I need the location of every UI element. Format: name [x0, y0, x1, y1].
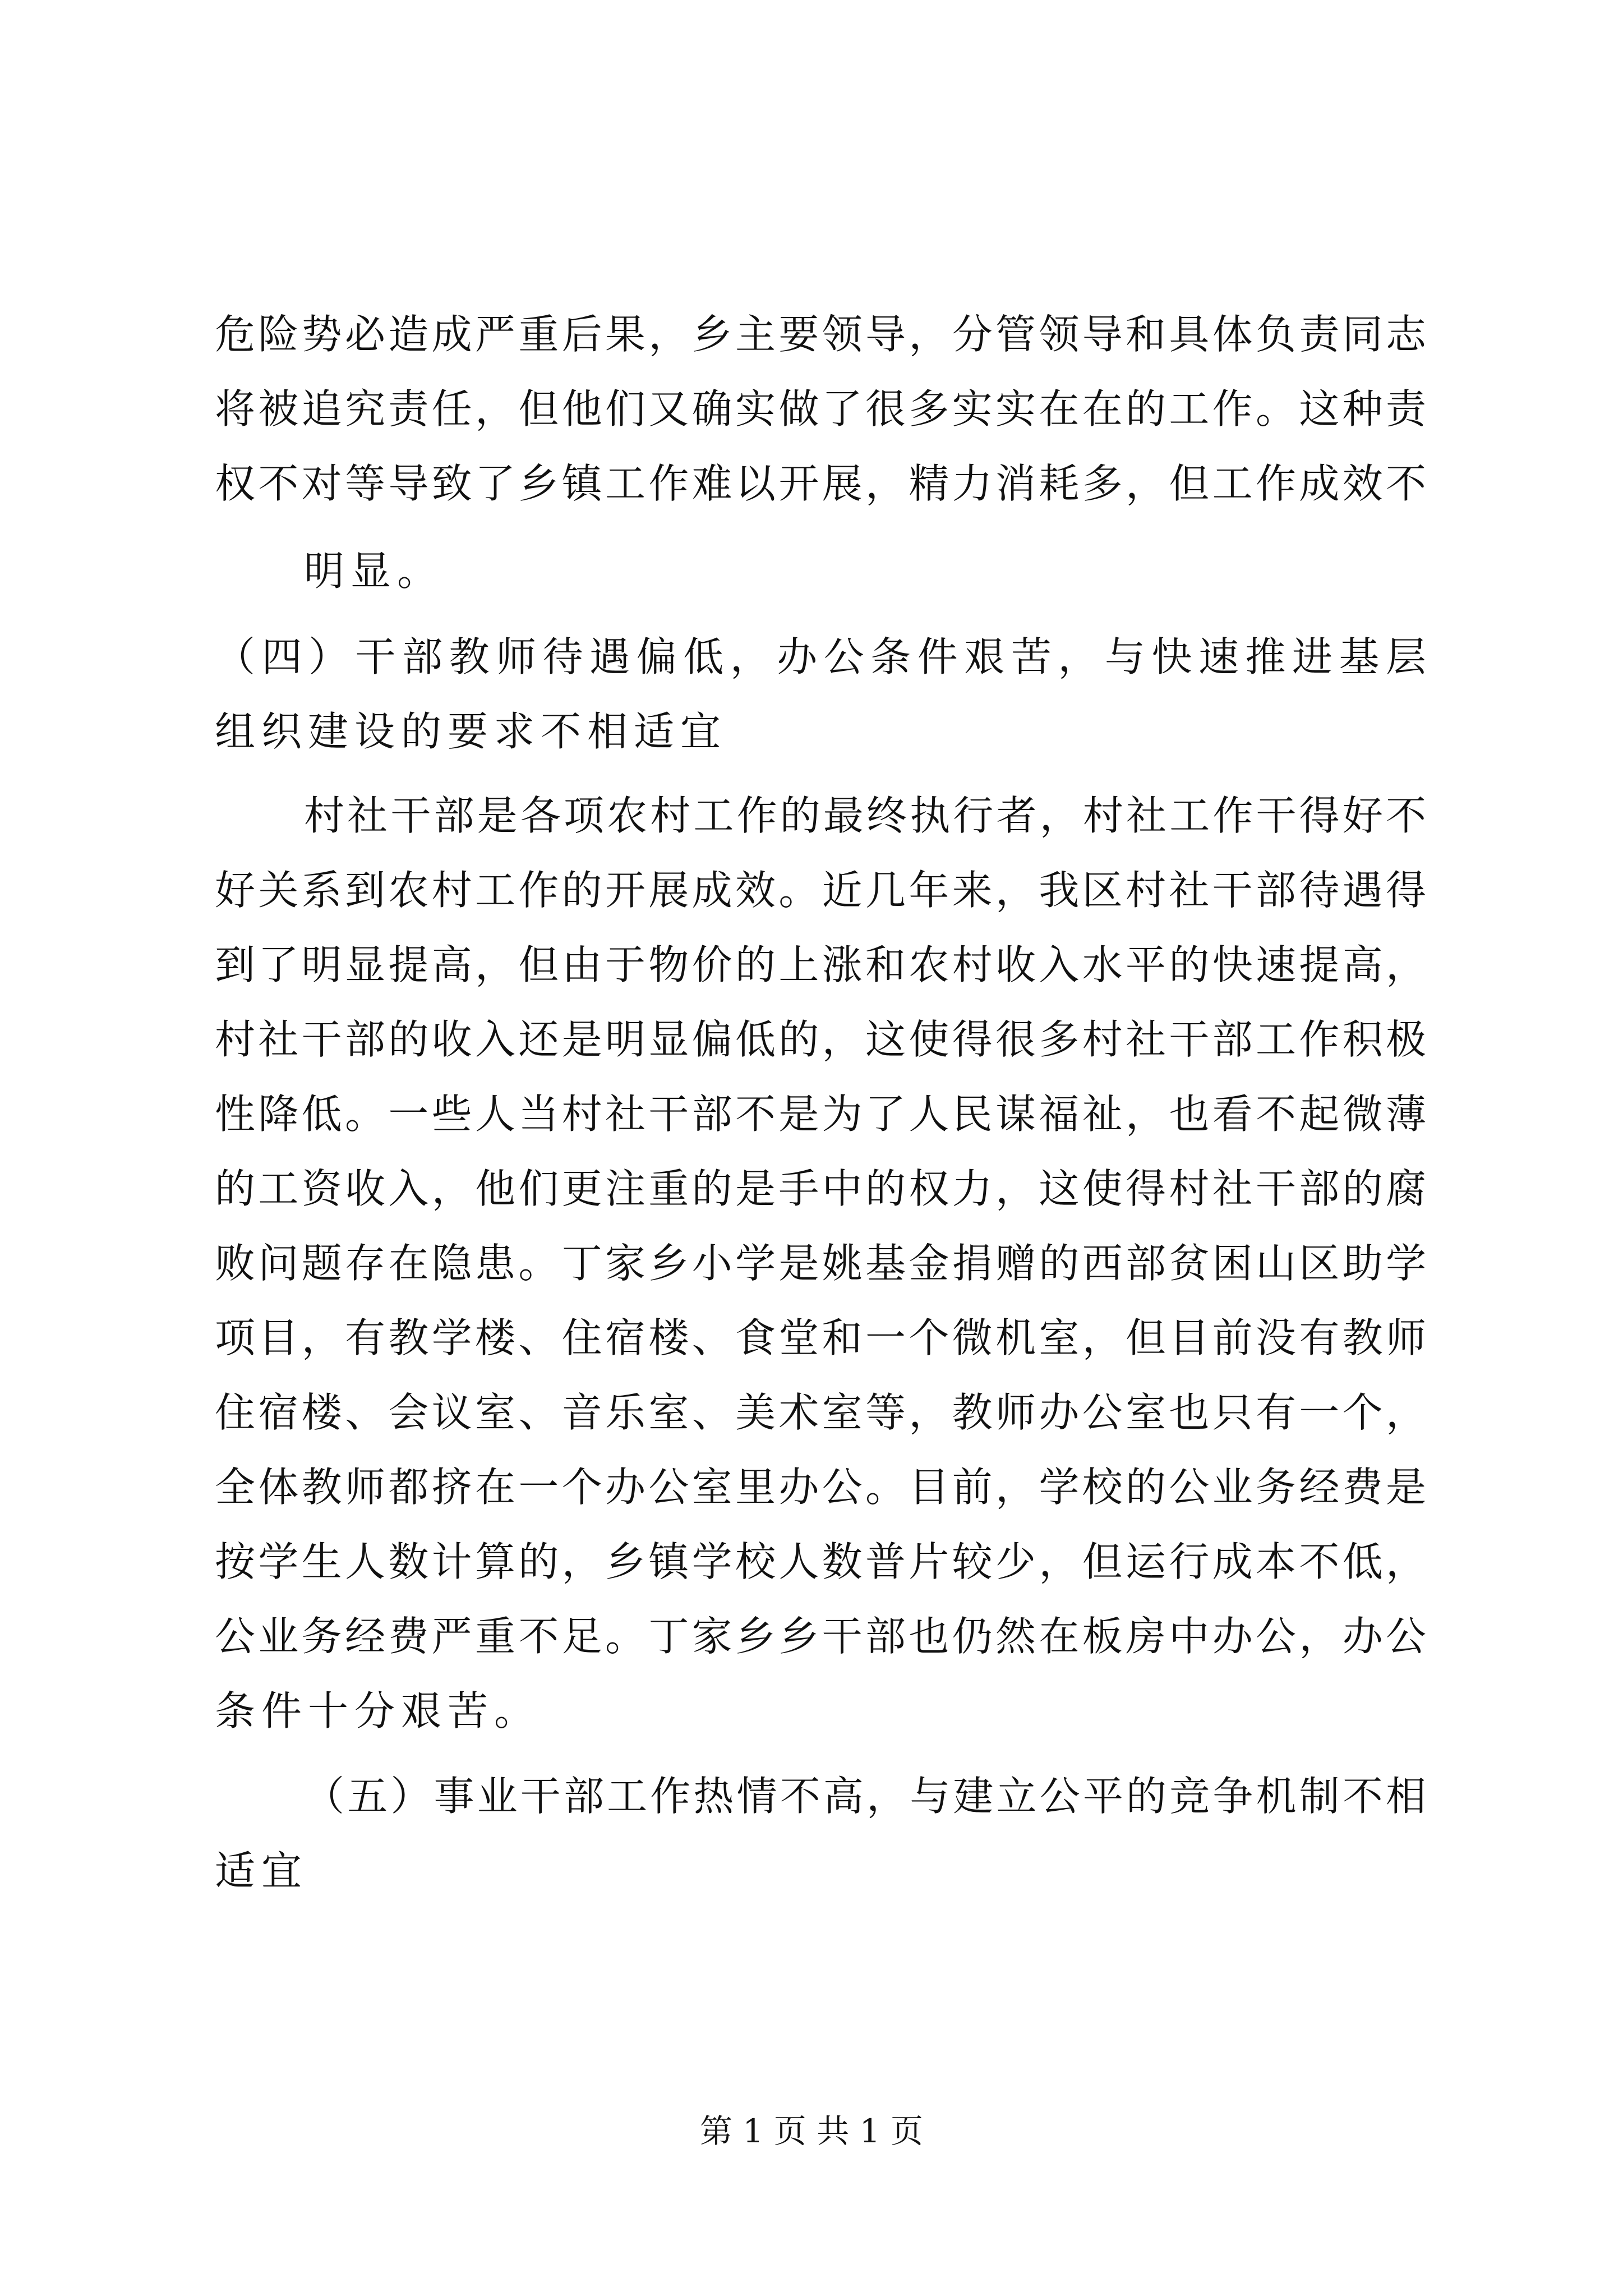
text-line: 公业务经费严重不足。丁家乡乡干部也仍然在板房中办公，办公	[215, 1613, 1426, 1660]
text-line: 住宿楼、会议室、音乐室、美术室等，教师办公室也只有一个，	[215, 1389, 1426, 1436]
text-line: 按学生人数计算的，乡镇学校人数普片较少，但运行成本不低，	[215, 1538, 1426, 1585]
section-heading: 组织建设的要求不相适宜	[215, 708, 727, 755]
text-line: 村社干部的收入还是明显偏低的，这使得很多村社干部工作积极	[215, 1016, 1426, 1063]
section-heading: （四）干部教师待遇偏低，办公条件艰苦，与快速推进基层	[215, 633, 1426, 680]
text-line: 项目，有教学楼、住宿楼、食堂和一个微机室，但目前没有教师	[215, 1314, 1426, 1361]
text-line: 权不对等导致了乡镇工作难以开展，精力消耗多，但工作成效不	[215, 460, 1426, 507]
section-heading: 适宜	[215, 1847, 308, 1894]
text-line: 性降低。一些人当村社干部不是为了人民谋福祉，也看不起微薄	[215, 1091, 1426, 1138]
text-line: 到了明显提高，但由于物价的上涨和农村收入水平的快速提高，	[215, 941, 1426, 988]
section-heading: （五）事业干部工作热情不高，与建立公平的竞争机制不相	[304, 1773, 1426, 1820]
text-line: 全体教师都挤在一个办公室里办公。目前，学校的公业务经费是	[215, 1464, 1426, 1511]
page-footer: 第 1 页 共 1 页	[700, 2112, 923, 2150]
text-line: 将被追究责任，但他们又确实做了很多实实在在的工作。这种责	[215, 385, 1426, 432]
text-line: 明显。	[304, 547, 444, 595]
text-line: 好关系到农村工作的开展成效。近几年来，我区村社干部待遇得	[215, 867, 1426, 914]
text-line: 危险势必造成严重后果，乡主要领导，分管领导和具体负责同志	[215, 311, 1426, 358]
text-line: 的工资收入，他们更注重的是手中的权力，这使得村社干部的腐	[215, 1165, 1426, 1212]
text-line: 败问题存在隐患。丁家乡小学是姚基金捐赠的西部贫困山区助学	[215, 1240, 1426, 1287]
text-line: 村社干部是各项农村工作的最终执行者，村社工作干得好不	[304, 792, 1426, 839]
text-line: 条件十分艰苦。	[215, 1687, 541, 1734]
